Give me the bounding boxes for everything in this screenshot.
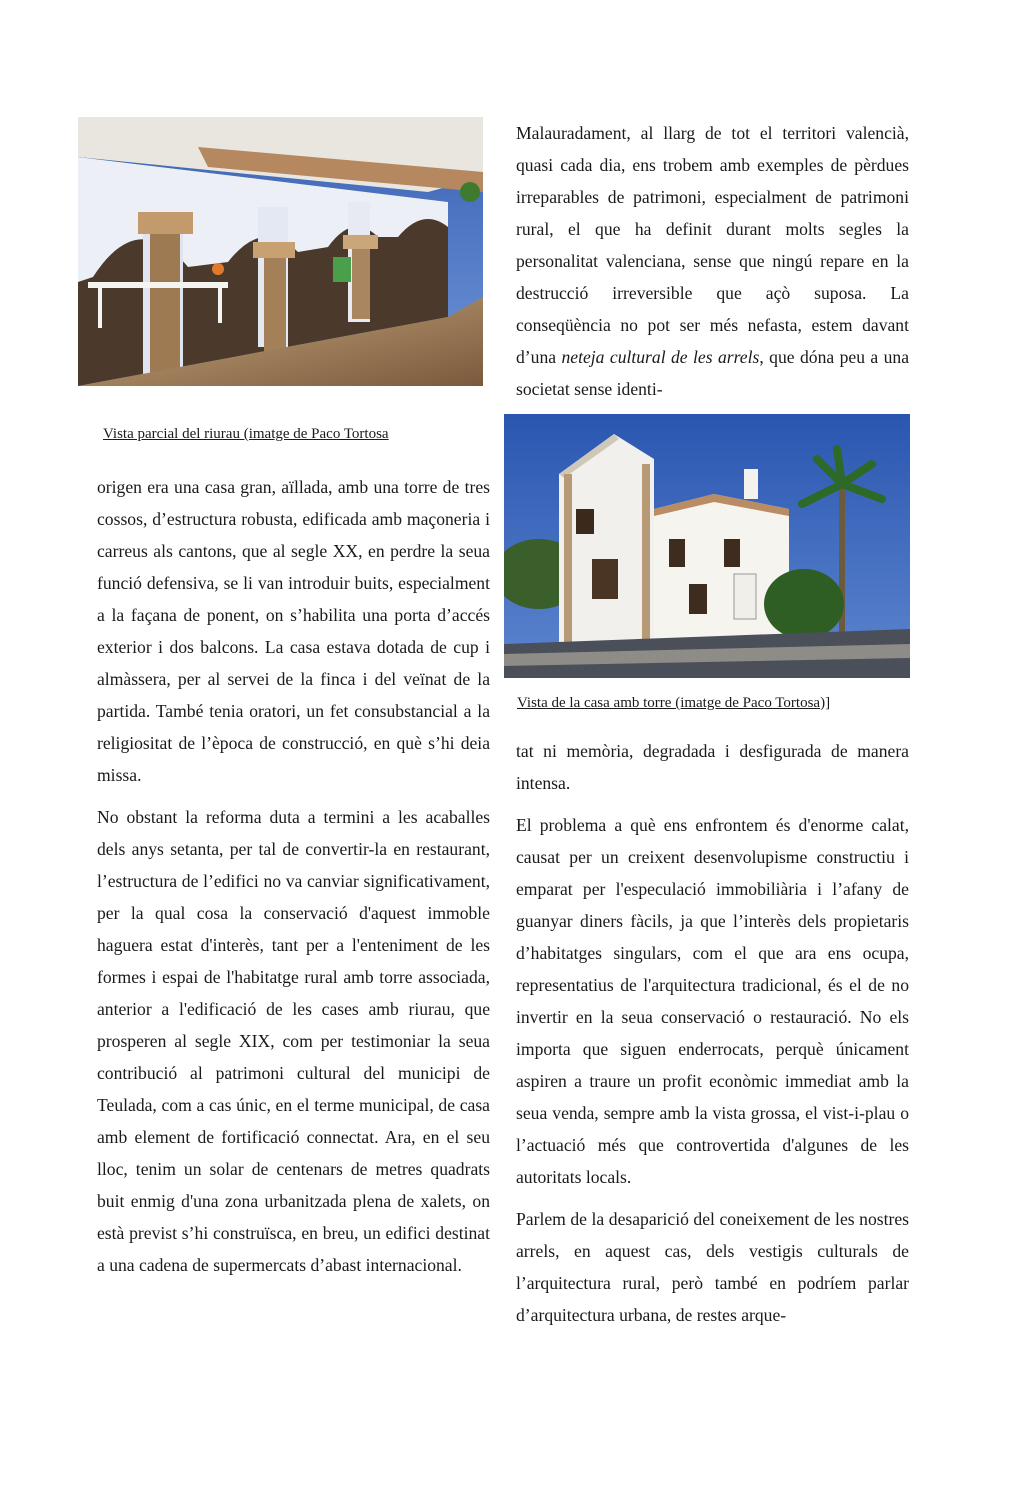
paragraph-intro: Malauradament, al llarg de tot el territori valencià, quasi cada dia, ens trobem amb exemples de pèrdues irreparables de patrimoni, especialment de patrimoni rural, el que ha definit durant molts segles la personalitat valenciana, sense que ningú repare en la destrucció irreversible que açò suposa. La conseqüència no pot ser més nefasta, estem davant d’una neteja cultural de les arrels, que dóna peu a una societat sense identi- (516, 123, 910, 399)
paragraph-problem: El problema a què ens enfrontem és d'enorme calat, causat per un creixent desenvolupisme constructiu i emparat per l'especulació immobiliària i l’afany de guanyar diners fàcils, ja que l’interès dels propietaris d’habitatges singulars, com el que ara ens ocupa, representatius de l'arquitectura tradicional, és el de no invertir en la seua conservació o restauració. No els importa que siguen enderrocats, perquè únicament aspiren a traure un profit econòmic immediat amb la seua venda, sempre amb la vista grossa, el vist-i-plau o l’actuació més que controvertida d'algunes de les autoritats locals. (516, 815, 909, 1187)
paragraph-origin: origen era una casa gran, aïllada, amb una torre de tres cossos, d’estructura robusta, edificada amb maçoneria i carreus als cantons, que al segle XX, en perdre la seua funció defensiva, se li van introduir buits, especialment a la façana de ponent, on s’habilita una porta d’accés exterior i dos balcons. La casa estava dotada de cup i almàssera, per al servei de la finca i del veïnat de la partida. També tenia oratori, un fet consubstancial a la religiositat de l’època de construcció, en què s’hi deia missa. (97, 477, 490, 785)
paragraph-reform: No obstant la reforma duta a termini a les acaballes dels anys setanta, per tal de convertir-la en restaurant, l’estructura de l’edifici no va canviar significativament, per la qual cosa la conservació d'aquest immoble haguera estat d'interès, tant per a l'enteniment de les formes i espai de l'habitatge rural amb torre associada, anterior a l'edificació de les cases amb riurau, que prosperen al segle XIX, com per testimoniar la seua contribució al patrimoni cultural del municipi de Teulada, com a cas únic, en el terme municipal, de casa amb element de fortificació connectat. Ara, en el seu lloc, tenim un solar de centenars de metres quadrats buit enmig d'una zona urbanitzada plena de xalets, on està previst s’hi construïsca, en breu, un edifici destinat a una cadena de supermercats d’abast internacional. (97, 807, 490, 1275)
emphasis-text: neteja cultural de les arrels (561, 347, 760, 367)
tower-house-caption: Vista de la casa amb torre (imatge de Paco Tortosa)] (517, 695, 831, 711)
paragraph-continuation: tat ni memòria, degradada i desfigurada de manera intensa. (516, 741, 909, 793)
paragraph-roots: Parlem de la desaparició del coneixement de les nostres arrels, en aquest cas, dels vestigis culturals de l’arquitectura rural, però també en podríem parlar d’arquitectura urbana, de restes arque- (516, 1209, 909, 1325)
riurau-caption: Vista parcial del riurau (imatge de Paco Tortosa (103, 426, 389, 442)
tower-house-photo (504, 414, 910, 678)
riurau-photo (78, 117, 483, 386)
